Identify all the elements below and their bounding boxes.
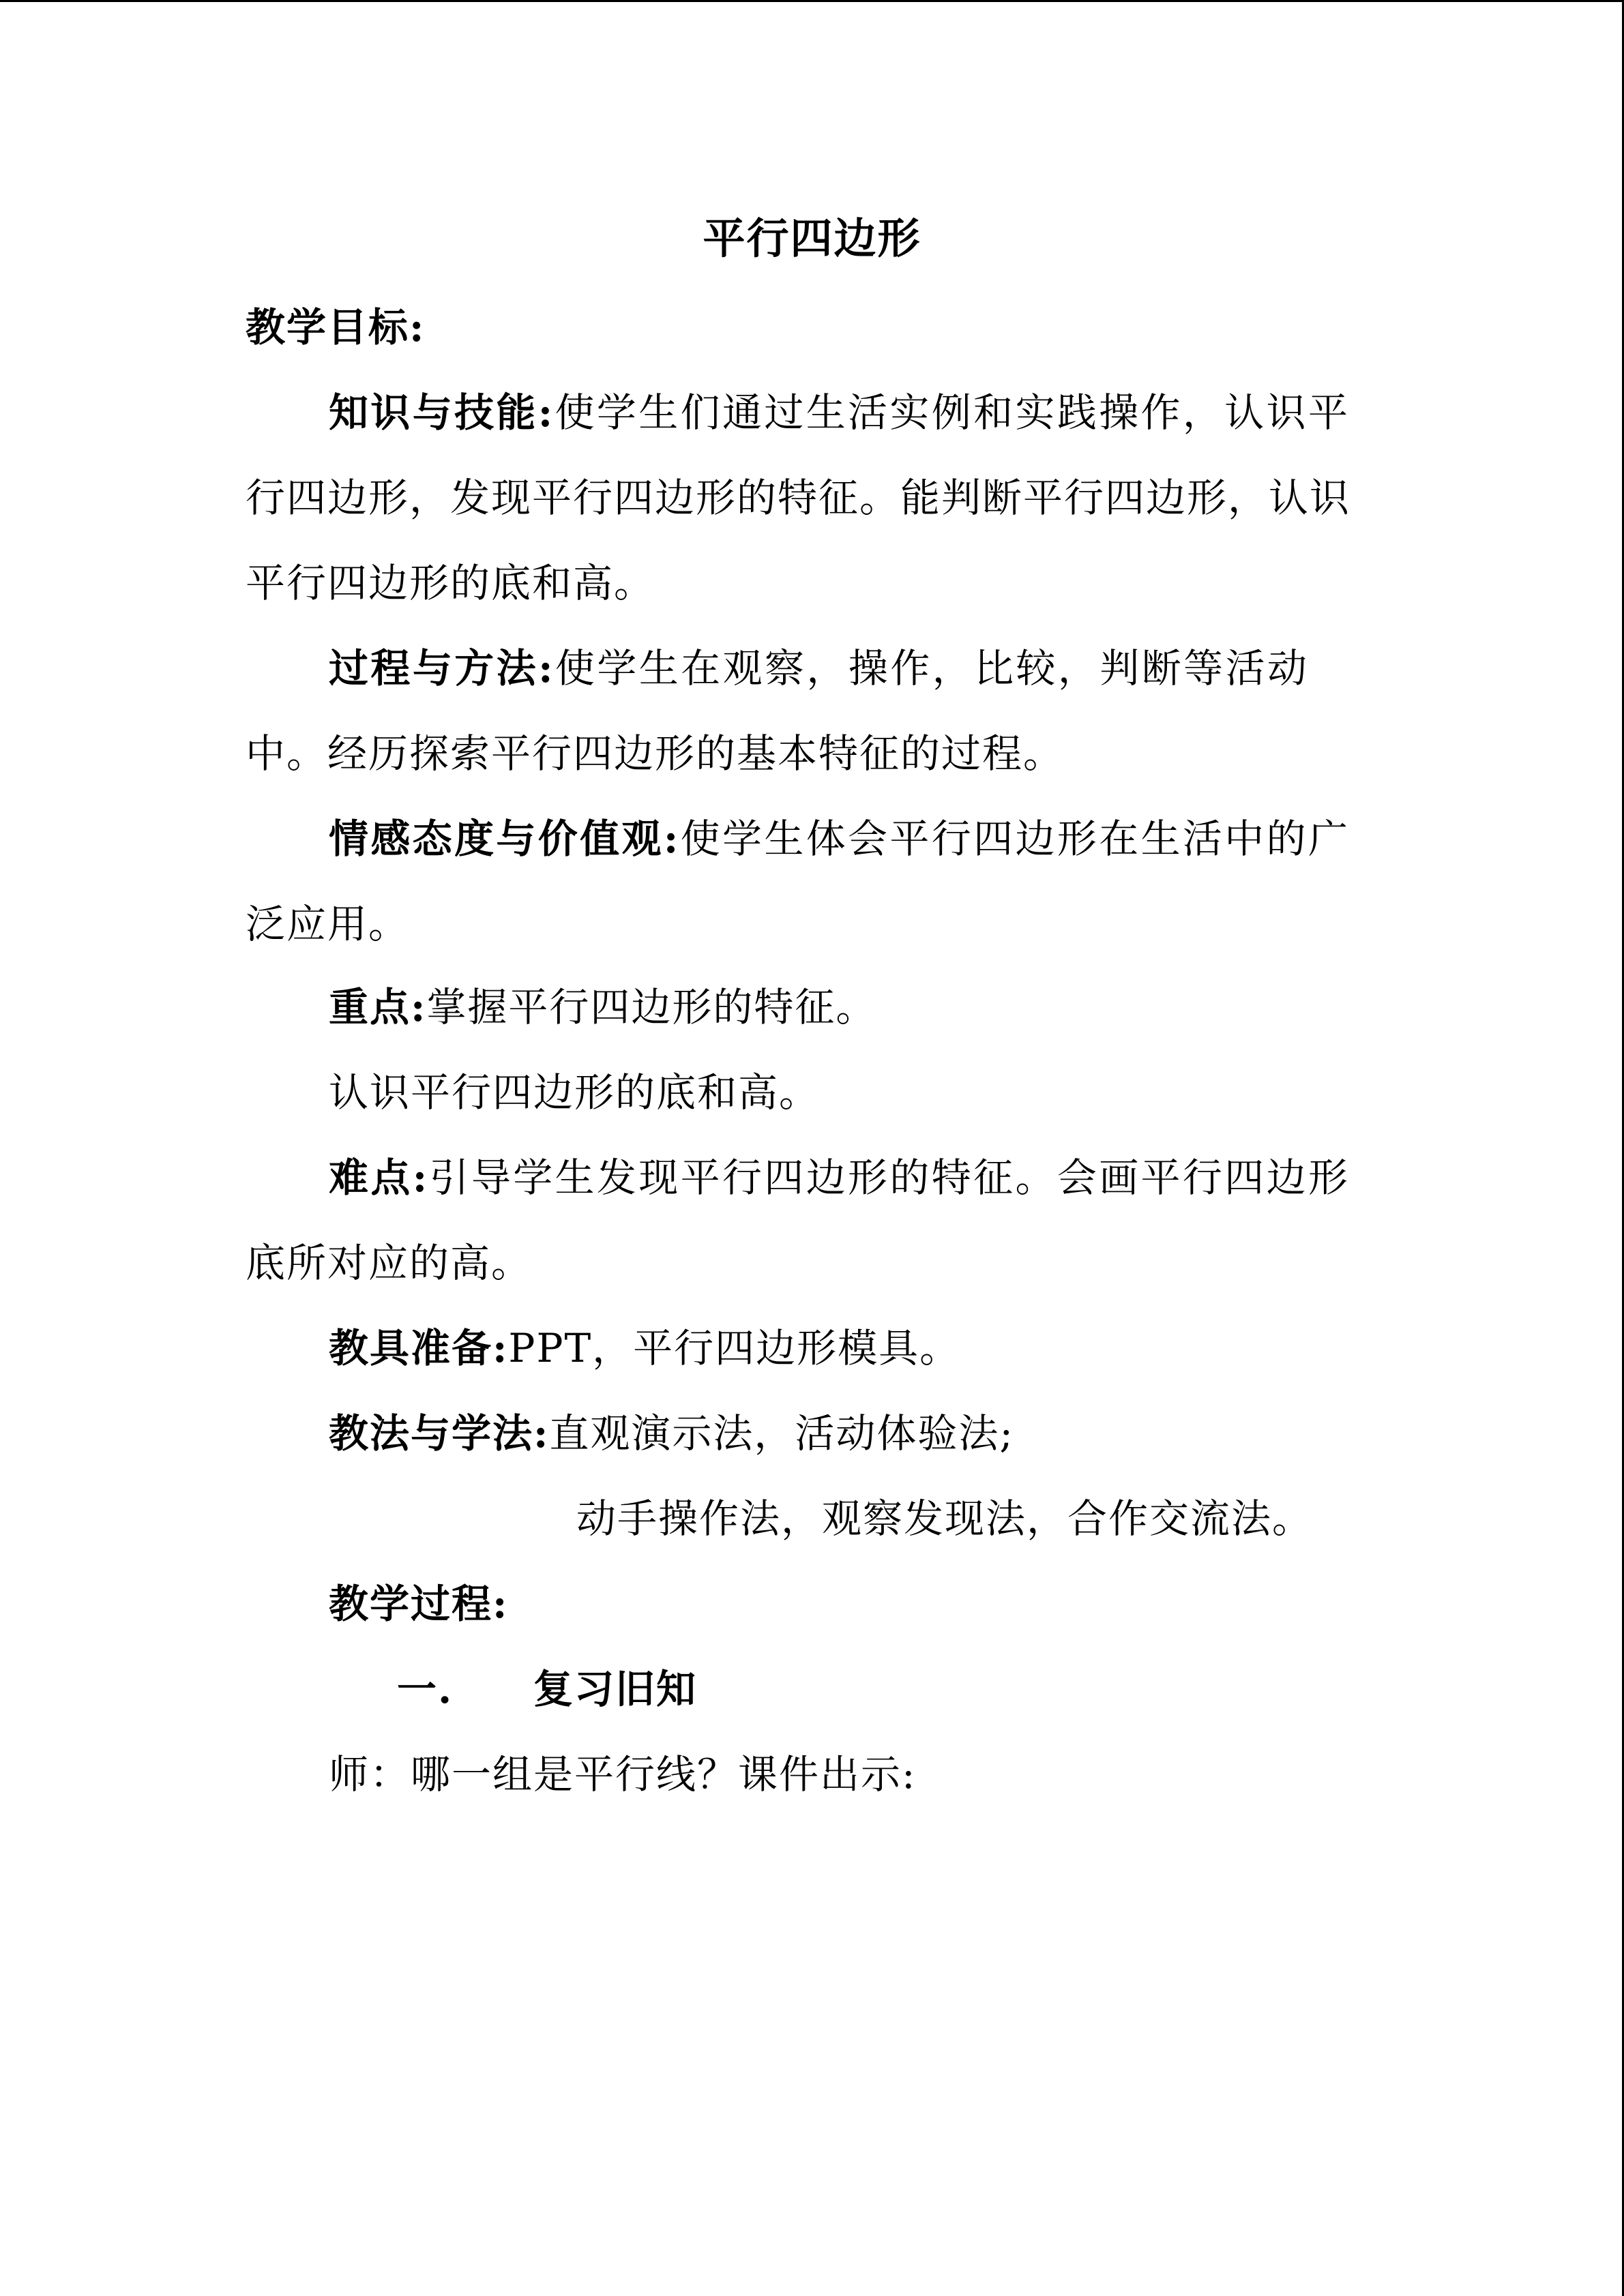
process-label: 过程与方法:	[329, 645, 555, 691]
emotion-text-line1: 使学生体会平行四边形在生活中的广	[679, 816, 1349, 862]
difficulty-text-line1: 引导学生发现平行四边形的特征。会画平行四边形	[428, 1154, 1349, 1201]
section-one-number: 一.	[397, 1666, 454, 1712]
key-point-text-line2: 认识平行四边形的底和高。	[329, 1069, 821, 1116]
emotion-paragraph-line1	[329, 811, 1349, 866]
key-point-label: 重点:	[329, 984, 427, 1030]
methods-text-line2: 动手操作法，观察发现法，合作交流法。	[576, 1495, 1314, 1542]
process-text-line1: 使学生在观察，操作，比较，判断等活动	[554, 645, 1308, 691]
objectives-heading: 教学目标:	[246, 304, 426, 351]
document-title: 平行四边形	[703, 213, 921, 263]
section-one-title: 复习旧知	[533, 1666, 698, 1712]
teaching-aids-text: PPT，平行四边形模具。	[508, 1325, 961, 1371]
key-point-line1	[329, 980, 876, 1034]
knowledge-text-line2: 行四边形，发现平行四边形的特征。能判断平行四边形，认识	[246, 475, 1351, 521]
difficulty-line1	[329, 1150, 1349, 1205]
teaching-aids-label: 教具准备:	[329, 1325, 509, 1371]
knowledge-paragraph-line1	[329, 385, 1349, 440]
methods-line1	[329, 1406, 1014, 1461]
difficulty-label: 难点:	[329, 1154, 429, 1201]
emotion-text-line2: 泛应用。	[246, 901, 410, 947]
teaching-aids-line	[329, 1321, 960, 1375]
key-point-text-line1: 掌握平行四边形的特征。	[426, 984, 877, 1030]
process-text-line2: 中。经历探索平行四边形的基本特征的过程。	[246, 730, 1065, 777]
teacher-line: 师：哪一组是平行线？课件出示:	[329, 1751, 917, 1798]
emotion-label: 情感态度与价值观:	[329, 816, 680, 862]
process-heading: 教学过程:	[329, 1581, 509, 1627]
knowledge-label: 知识与技能:	[329, 389, 555, 436]
methods-text-line1: 直观演示法，活动体验法;	[549, 1410, 1014, 1457]
process-paragraph-line1	[329, 641, 1308, 696]
difficulty-text-line2: 底所对应的高。	[246, 1240, 533, 1286]
knowledge-text-line1: 使学生们通过生活实例和实践操作，认识平	[554, 389, 1349, 436]
page-border-top	[0, 0, 1624, 2]
methods-label: 教法与学法:	[329, 1410, 550, 1457]
knowledge-text-line3: 平行四边形的底和高。	[246, 560, 655, 606]
